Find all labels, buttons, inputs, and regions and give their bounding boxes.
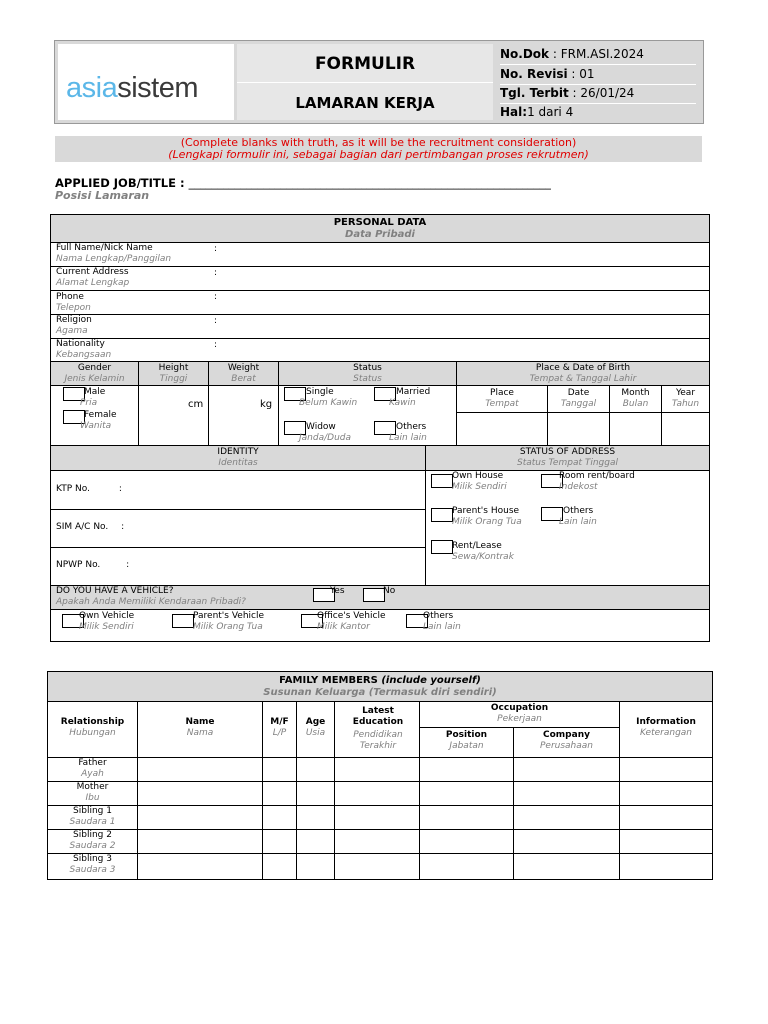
doc-no-label: No.Dok [500,47,550,61]
family-row-father[interactable]: Father Ayah [78,758,107,779]
family-header: FAMILY MEMBERS (include yourself) Susunan Keluarga (Termasuk diri sendiri) [48,672,712,702]
office-vehicle: Office's Vehicle Milik Kantor [317,611,386,632]
parents-house: Parent's House Milik Orang Tua [452,506,522,527]
sim-label: SIM A/C No. : [56,522,125,532]
col-status: Status Status [353,363,382,384]
status-single: Single Belum Kawin [299,387,358,408]
col-height: Height Tinggi [158,363,189,384]
form-subtitle: LAMARAN KERJA [295,94,435,112]
logo-box [58,44,234,120]
date-value: : 26/01/24 [572,86,635,100]
doc-no-value: : FRM.ASI.2024 [552,47,644,61]
rent-lease-checkbox[interactable] [431,540,453,554]
family-row-sibling-1[interactable]: Sibling 1 Saudara 1 [69,806,116,827]
weight-unit: kg [260,399,273,410]
vehicle-question: DO YOU HAVE A VEHICLE? Apakah Anda Memiliki Kendaraan Pribadi? [56,586,246,607]
vehicle-yes: Yes [330,586,345,596]
rev-value: : 01 [571,67,595,81]
birth-place: Place Tempat [485,388,519,409]
family-row-sibling-2[interactable]: Sibling 2 Saudara 2 [69,830,116,851]
col-occupation: Occupation Pekerjaan [490,703,549,724]
applied-job-label: APPLIED JOB/TITLE : _______________________________________________________________ [55,176,551,190]
vehicle-others: Others Lain lain [423,611,461,632]
instruction-id: (Lengkapi formulir ini, sebagai bagian dari pertimbangan proses rekrutmen) [168,148,589,161]
applied-job-sub: Posisi Lamaran [55,189,150,202]
status-married: Married Kawin [389,387,431,408]
document-header [54,40,704,124]
own-vehicle: Own Vehicle Milik Sendiri [79,611,135,632]
own-house: Own House Milik Sendiri [452,471,507,492]
personal-field-fullname[interactable]: Full Name/Nick Name Nama Lengkap/Panggilan : [51,243,709,267]
title-area [237,44,493,120]
height-unit: cm [188,399,204,410]
doc-info [496,44,699,120]
col-company: Company Perusahaan [539,730,593,751]
personal-data-header: PERSONAL DATA Data Pribadi [51,215,709,243]
status-others: Others Lain lain [389,422,427,443]
room-rent: Room rent/board Indekost [559,471,635,492]
personal-data-section [50,214,710,642]
parents-vehicle: Parent's Vehicle Milik Orang Tua [193,611,265,632]
birth-year: Year Tahun [671,388,700,409]
rent-lease: Rent/Lease Sewa/Kontrak [452,541,514,562]
personal-field-phone[interactable]: Phone Telepon : [51,291,709,315]
npwp-label: NPWP No. : [56,560,130,570]
address-status-title: STATUS OF ADDRESS Status Tempat Tinggal [517,447,618,468]
identity-title: IDENTITY Identitas [217,447,259,468]
vehicle-no: No [383,586,396,596]
page-value: 1 dari 4 [527,105,574,119]
address-others: Others Lain lain [559,506,597,527]
company-logo: asiasistem [66,72,198,104]
parents-house-checkbox[interactable] [431,508,453,522]
col-relationship: Relationship Hubungan [60,717,125,738]
parents-vehicle-checkbox[interactable] [172,614,194,628]
date-label: Tgl. Terbit [500,86,569,100]
ktp-label: KTP No. : [56,484,122,494]
col-age: Age Usia [305,717,326,738]
birth-month: Month Bulan [621,388,650,409]
col-position: Position Jabatan [445,730,488,751]
col-mf: M/F L/P [270,717,289,738]
family-row-sibling-3[interactable]: Sibling 3 Saudara 3 [69,854,116,875]
own-house-checkbox[interactable] [431,474,453,488]
col-gender: Gender Jenis Kelamin [64,363,125,384]
personal-field-address[interactable]: Current Address Alamat Lengkap : [51,267,709,291]
rev-label: No. Revisi [500,67,568,81]
personal-field-religion[interactable]: Religion Agama : [51,315,709,339]
form-title: FORMULIR [314,54,416,74]
gender-male: Male Pria [80,387,106,408]
family-members-section [47,671,713,880]
instruction-banner [55,136,702,162]
col-weight: Weight Berat [227,363,260,384]
family-row-mother[interactable]: Mother Ibu [76,782,109,803]
personal-field-nationality[interactable]: Nationality Kebangsaan : [51,339,709,362]
gender-female: Female Wanita [80,410,117,431]
applied-job-line[interactable]: _______________________________________________________________ [188,176,551,190]
birth-date: Date Tanggal [560,388,597,409]
col-education: Latest Education Pendidikan Terakhir [352,706,404,751]
page-label: Hal: [500,105,528,119]
col-place-date-birth: Place & Date of Birth Tempat & Tanggal Lahir [529,363,637,384]
col-name: Name Nama [185,717,215,738]
col-information: Information Keterangan [636,717,696,738]
status-widow: Widow Janda/Duda [299,422,351,443]
vehicle-no-checkbox[interactable] [363,588,385,602]
instruction-en: (Complete blanks with truth, as it will be the recruitment consideration) [180,136,577,149]
